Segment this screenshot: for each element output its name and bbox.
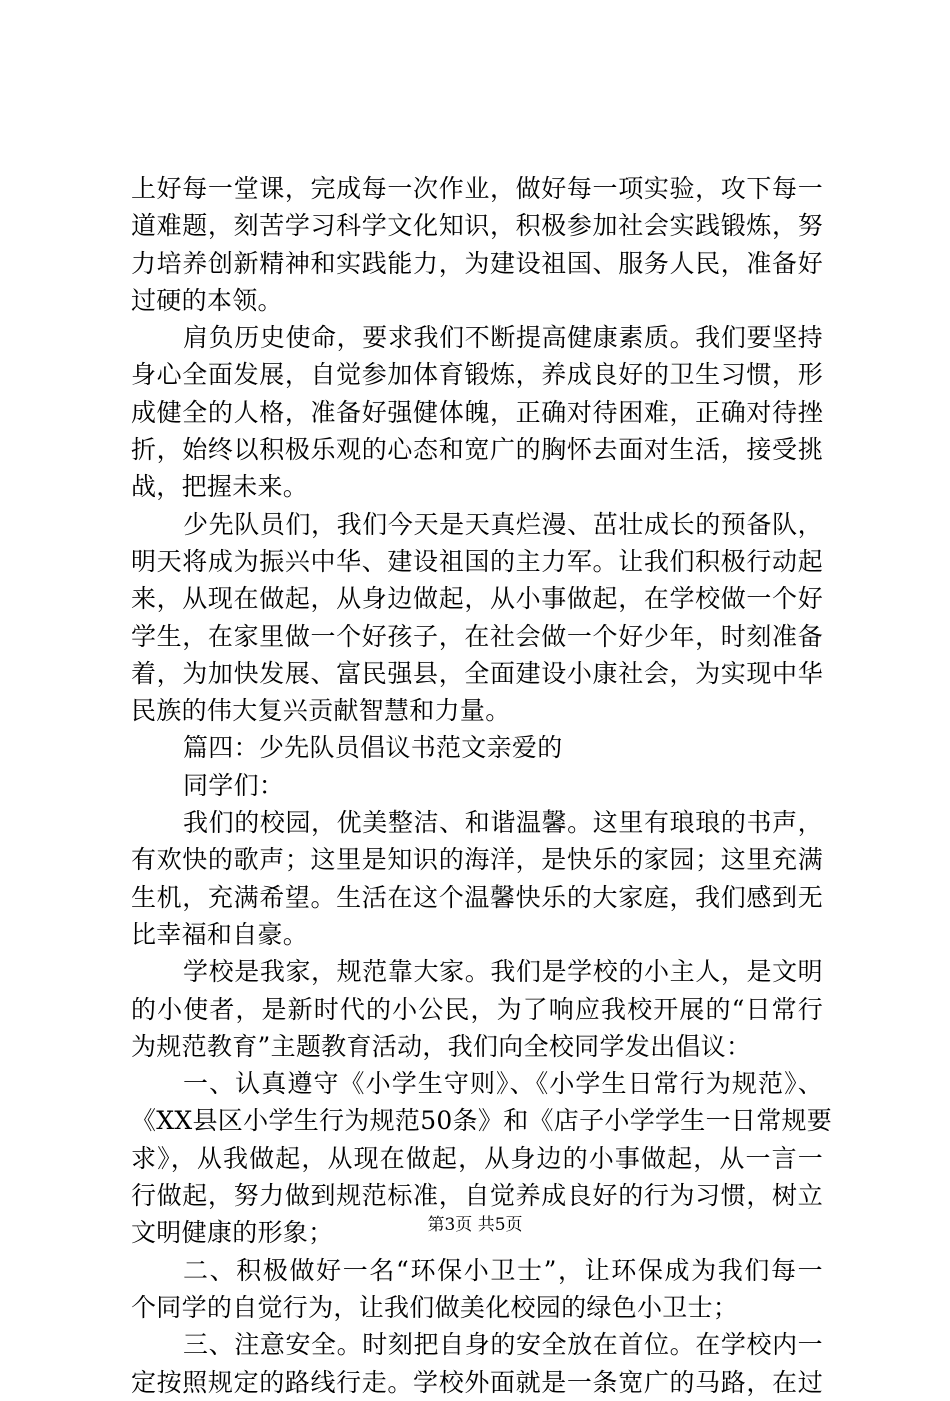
text-line: 篇四：少先队员倡议书范文亲爱的	[183, 733, 563, 763]
text-line: 民族的伟大复兴贡献智慧和力量。	[131, 696, 511, 726]
page-footer: 第3页 共5页	[427, 1215, 523, 1235]
text-line: 同学们：	[183, 770, 285, 800]
text-line: 明天将成为振兴中华、建设祖国的主力军。让我们积极行动起	[131, 546, 823, 576]
text-line: 一、认真遵守《小学生守则》、《小学生日常行为规范》、	[183, 1069, 823, 1099]
text-line: 学生，在家里做一个好孩子，在社会做一个好少年，时刻准备	[131, 621, 823, 651]
text-line: 行做起，努力做到规范标准，自觉养成良好的行为习惯，树立	[131, 1181, 823, 1211]
text-line: 《XX县区小学生行为规范50条》和《店子小学学生一日常规要	[131, 1106, 833, 1136]
text-line: 学校是我家，规范靠大家。我们是学校的小主人，是文明	[183, 957, 823, 987]
text-line: 比幸福和自豪。	[131, 919, 309, 949]
text-line: 道难题，刻苦学习科学文化知识，积极参加社会实践锻炼，努	[131, 211, 823, 241]
text-line: 有欢快的歌声；这里是知识的海洋，是快乐的家园；这里充满	[131, 845, 823, 875]
text-line: 为规范教育”主题教育活动，我们向全校同学发出倡议：	[131, 1031, 752, 1061]
text-line: 我们的校园，优美整洁、和谐温馨。这里有琅琅的书声，	[183, 808, 823, 838]
text-line: 着，为加快发展、富民强县，全面建设小康社会，为实现中华	[131, 658, 823, 688]
text-line: 身心全面发展，自觉参加体育锻炼，养成良好的卫生习惯，形	[131, 360, 823, 390]
text-line: 定按照规定的路线行走。学校外面就是一条宽广的马路，在过	[131, 1367, 823, 1397]
text-line: 上好每一堂课，完成每一次作业，做好每一项实验，攻下每一	[131, 174, 823, 203]
text-line: 二、积极做好一名“环保小卫士”，让环保成为我们每一	[183, 1255, 823, 1285]
text-line: 的小使者，是新时代的小公民，为了响应我校开展的“日常行	[131, 994, 823, 1024]
text-line: 力培养创新精神和实践能力，为建设祖国、服务人民，准备好	[131, 248, 823, 278]
text-line: 少先队员们，我们今天是天真烂漫、茁壮成长的预备队，	[183, 509, 823, 539]
text-line: 战，把握未来。	[131, 472, 309, 502]
text-line: 生机，充满希望。生活在这个温馨快乐的大家庭，我们感到无	[131, 882, 823, 912]
text-line: 肩负历史使命，要求我们不断提高健康素质。我们要坚持	[183, 323, 823, 353]
text-line: 三、注意安全。时刻把自身的安全放在首位。在学校内一	[183, 1330, 823, 1360]
text-line: 求》，从我做起，从现在做起，从身边的小事做起，从一言一	[131, 1143, 823, 1173]
text-line: 来，从现在做起，从身边做起，从小事做起，在学校做一个好	[131, 584, 823, 614]
text-line: 折，始终以积极乐观的心态和宽广的胸怀去面对生活，接受挑	[131, 435, 823, 465]
text-line: 文明健康的形象；	[131, 1218, 334, 1248]
text-line: 过硬的本领。	[131, 285, 283, 315]
text-line: 个同学的自觉行为，让我们做美化校园的绿色小卫士；	[131, 1292, 739, 1322]
text-line: 成健全的人格，准备好强健体魄，正确对待困难，正确对待挫	[131, 397, 823, 427]
